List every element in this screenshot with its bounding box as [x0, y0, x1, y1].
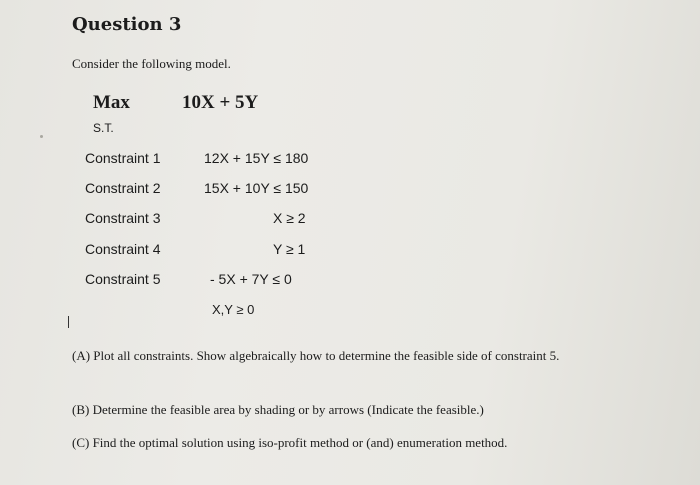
constraint-5-label: Constraint 5: [85, 271, 161, 287]
objective-type: Max: [93, 92, 130, 113]
constraint-2-expression: 15X + 10Y ≤ 150: [204, 180, 309, 196]
constraint-1-expression: 12X + 15Y ≤ 180: [204, 150, 309, 166]
constraint-1-label: Constraint 1: [85, 150, 161, 166]
nonnegativity-constraint: X,Y ≥ 0: [212, 302, 255, 317]
question-intro: Consider the following model.: [72, 56, 231, 71]
objective-function: 10X + 5Y: [182, 92, 259, 113]
constraint-5-expression: - 5X + 7Y ≤ 0: [210, 271, 292, 287]
constraint-3-label: Constraint 3: [85, 210, 161, 226]
paper-speck: [40, 135, 43, 138]
question-title: Question 3: [72, 14, 182, 35]
constraint-2-label: Constraint 2: [85, 180, 161, 196]
constraint-4-expression: Y ≥ 1: [273, 241, 306, 257]
constraint-4-label: Constraint 4: [85, 241, 161, 257]
subject-to-label: S.T.: [93, 121, 114, 135]
part-c-text: (C) Find the optimal solution using iso-profit method or (and) enumeration method.: [72, 435, 508, 450]
constraint-3-expression: X ≥ 2: [273, 210, 306, 226]
text-cursor-mark: [68, 316, 69, 328]
part-b-text: (B) Determine the feasible area by shading or by arrows (Indicate the feasible.): [72, 402, 484, 417]
part-a-text: (A) Plot all constraints. Show algebraically how to determine the feasible side of constraint 5.: [72, 348, 560, 363]
